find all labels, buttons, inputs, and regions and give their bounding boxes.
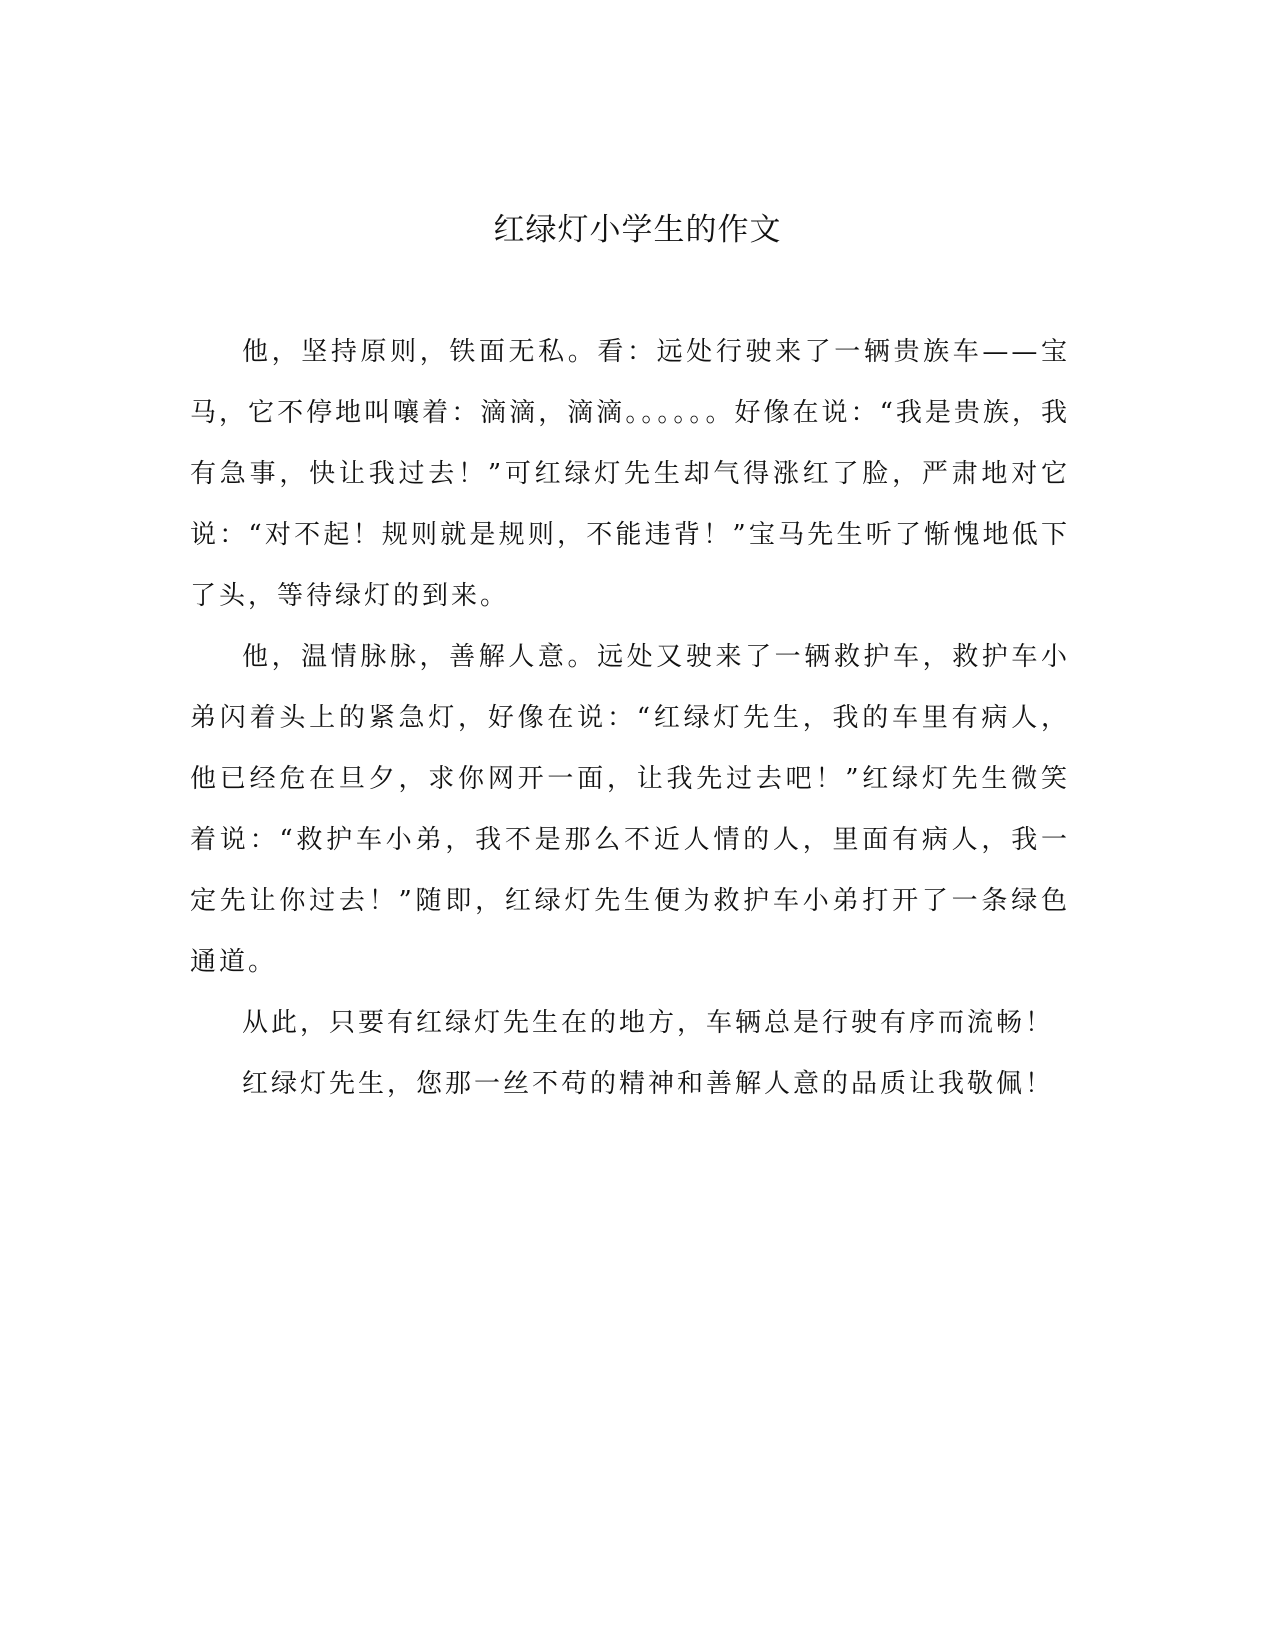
paragraph-2: 他，温情脉脉，善解人意。远处又驶来了一辆救护车，救护车小弟闪着头上的紧急灯，好像在说：“红绿灯先生，我的车里有病人，他已经危在旦夕，求你网开一面，让我先过去吧！”红绿灯先生微笑着说：“救护车小弟，我不是那么不近人情的人，里面有病人，我一定先让你过去！”随即，红绿灯先生便为救护车小弟打开了一条绿色通道。 xyxy=(190,642,1070,977)
paragraph-4: 红绿灯先生，您那一丝不苟的精神和善解人意的品质让我敬佩！ xyxy=(242,1069,1055,1099)
document-body xyxy=(190,322,1070,1115)
document-title: 红绿灯小学生的作文 xyxy=(493,212,782,248)
paragraph-1: 他，坚持原则，铁面无私。看：远处行驶来了一辆贵族车——宝马，它不停地叫嚷着：滴滴，滴滴。。。。。。好像在说：“我是贵族，我有急事，快让我过去！”可红绿灯先生却气得涨红了脸，严肃地对它说：“对不起！规则就是规则，不能违背！”宝马先生听了惭愧地低下了头，等待绿灯的到来。 xyxy=(190,337,1070,611)
paragraph-3: 从此，只要有红绿灯先生在的地方，车辆总是行驶有序而流畅！ xyxy=(242,1008,1055,1038)
